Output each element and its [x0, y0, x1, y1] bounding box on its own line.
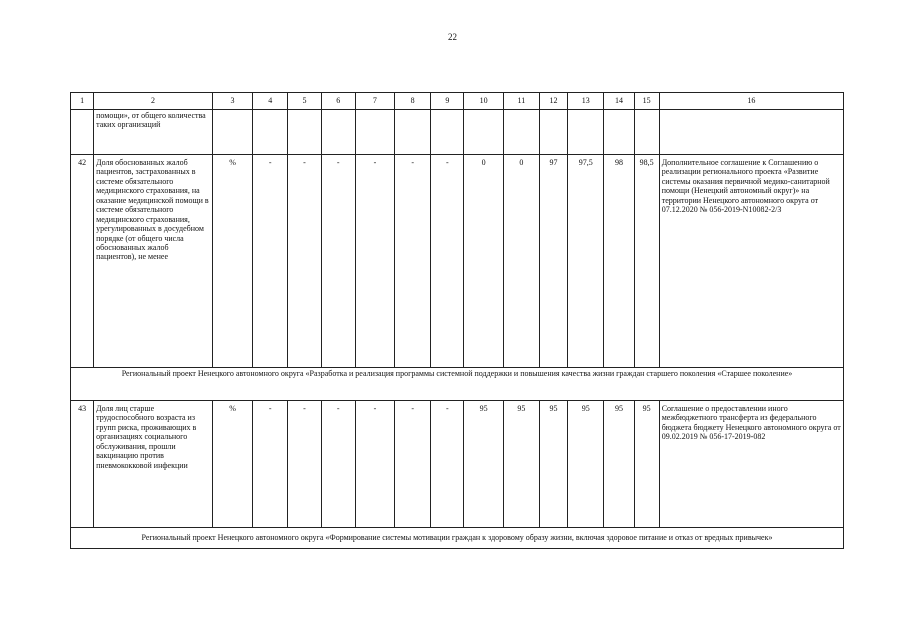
- column-number: 13: [568, 93, 604, 110]
- section-heading: Региональный проект Ненецкого автономного округа «Разработка и реализация программы системной поддержки и повышения качества жизни граждан старшего поколения «Старшее поколение»: [71, 368, 844, 401]
- basis-document: Дополнительное соглашение к Соглашению о реализации регионального проекта «Развитие системы оказания первичной медико-санитарной помощи (Ненецкий автономный округ)» на территории Ненецкого автономного округа от 07.12.2020 № 056-2019-N10082-2/3: [659, 155, 843, 368]
- value-cell: -: [321, 401, 355, 528]
- column-number: 8: [395, 93, 431, 110]
- table-cell: [71, 110, 94, 155]
- table-cell: [659, 110, 843, 155]
- column-number: 6: [321, 93, 355, 110]
- column-numbers-row: [71, 93, 844, 110]
- value-cell: 0: [503, 155, 539, 368]
- value-cell: -: [355, 401, 394, 528]
- basis-document: Соглашение о предоставлении иного межбюджетного трансферта из федерального бюджета бюджету Ненецкого автономного округа от 09.02.2019 № 056-17-2019-082: [659, 401, 843, 528]
- value-cell: -: [253, 401, 288, 528]
- section-row: [71, 368, 844, 401]
- row-number: 42: [71, 155, 94, 368]
- value-cell: -: [253, 155, 288, 368]
- value-cell: -: [288, 155, 321, 368]
- value-cell: 95: [539, 401, 567, 528]
- column-number: 3: [212, 93, 252, 110]
- page-number: 22: [448, 32, 457, 42]
- table-cell: [321, 110, 355, 155]
- table-row-continuation: [71, 110, 844, 155]
- unit-cell: %: [212, 155, 252, 368]
- section-row: [71, 528, 844, 549]
- column-number: 4: [253, 93, 288, 110]
- value-cell: -: [395, 401, 431, 528]
- column-number: 9: [431, 93, 464, 110]
- value-cell: -: [431, 401, 464, 528]
- table-cell: [634, 110, 659, 155]
- indicator-name: Доля обоснованных жалоб пациентов, застрахованных в системе обязательного медицинского страхования, на оказание медицинской помощи в системе обязательного медицинского страхования, урегулированных в досудебном порядке (от общего числа обоснованных жалоб пациентов), не менее: [94, 155, 213, 368]
- table-cell: [288, 110, 321, 155]
- table-row-43: [71, 401, 844, 528]
- column-number: 12: [539, 93, 567, 110]
- table-cell: [212, 110, 252, 155]
- unit-cell: %: [212, 401, 252, 528]
- value-cell: 95: [568, 401, 604, 528]
- table-cell: [355, 110, 394, 155]
- column-number: 14: [604, 93, 634, 110]
- value-cell: -: [431, 155, 464, 368]
- value-cell: 98: [604, 155, 634, 368]
- value-cell: 97: [539, 155, 567, 368]
- table-cell: [253, 110, 288, 155]
- indicators-table: [70, 92, 844, 549]
- value-cell: 0: [464, 155, 503, 368]
- table-cell: [503, 110, 539, 155]
- value-cell: 95: [634, 401, 659, 528]
- table-cell: [539, 110, 567, 155]
- table-cell: [464, 110, 503, 155]
- column-number: 10: [464, 93, 503, 110]
- column-number: 16: [659, 93, 843, 110]
- column-number: 5: [288, 93, 321, 110]
- value-cell: -: [288, 401, 321, 528]
- column-number: 7: [355, 93, 394, 110]
- value-cell: -: [321, 155, 355, 368]
- indicator-name-continuation: помощи», от общего количества таких организаций: [94, 110, 213, 155]
- value-cell: 95: [604, 401, 634, 528]
- row-number: 43: [71, 401, 94, 528]
- table-cell: [431, 110, 464, 155]
- column-number: 1: [71, 93, 94, 110]
- column-number: 11: [503, 93, 539, 110]
- indicator-name: Доля лиц старше трудоспособного возраста из групп риска, проживающих в организациях социального обслуживания, прошли вакцинацию против пневмококковой инфекции: [94, 401, 213, 528]
- table-cell: [568, 110, 604, 155]
- value-cell: 98,5: [634, 155, 659, 368]
- value-cell: 95: [464, 401, 503, 528]
- table-cell: [604, 110, 634, 155]
- column-number: 15: [634, 93, 659, 110]
- value-cell: 97,5: [568, 155, 604, 368]
- column-number: 2: [94, 93, 213, 110]
- value-cell: -: [395, 155, 431, 368]
- value-cell: 95: [503, 401, 539, 528]
- table-cell: [395, 110, 431, 155]
- value-cell: -: [355, 155, 394, 368]
- table-row-42: [71, 155, 844, 368]
- section-heading: Региональный проект Ненецкого автономного округа «Формирование системы мотивации граждан к здоровому образу жизни, включая здоровое питание и отказ от вредных привычек»: [71, 528, 844, 549]
